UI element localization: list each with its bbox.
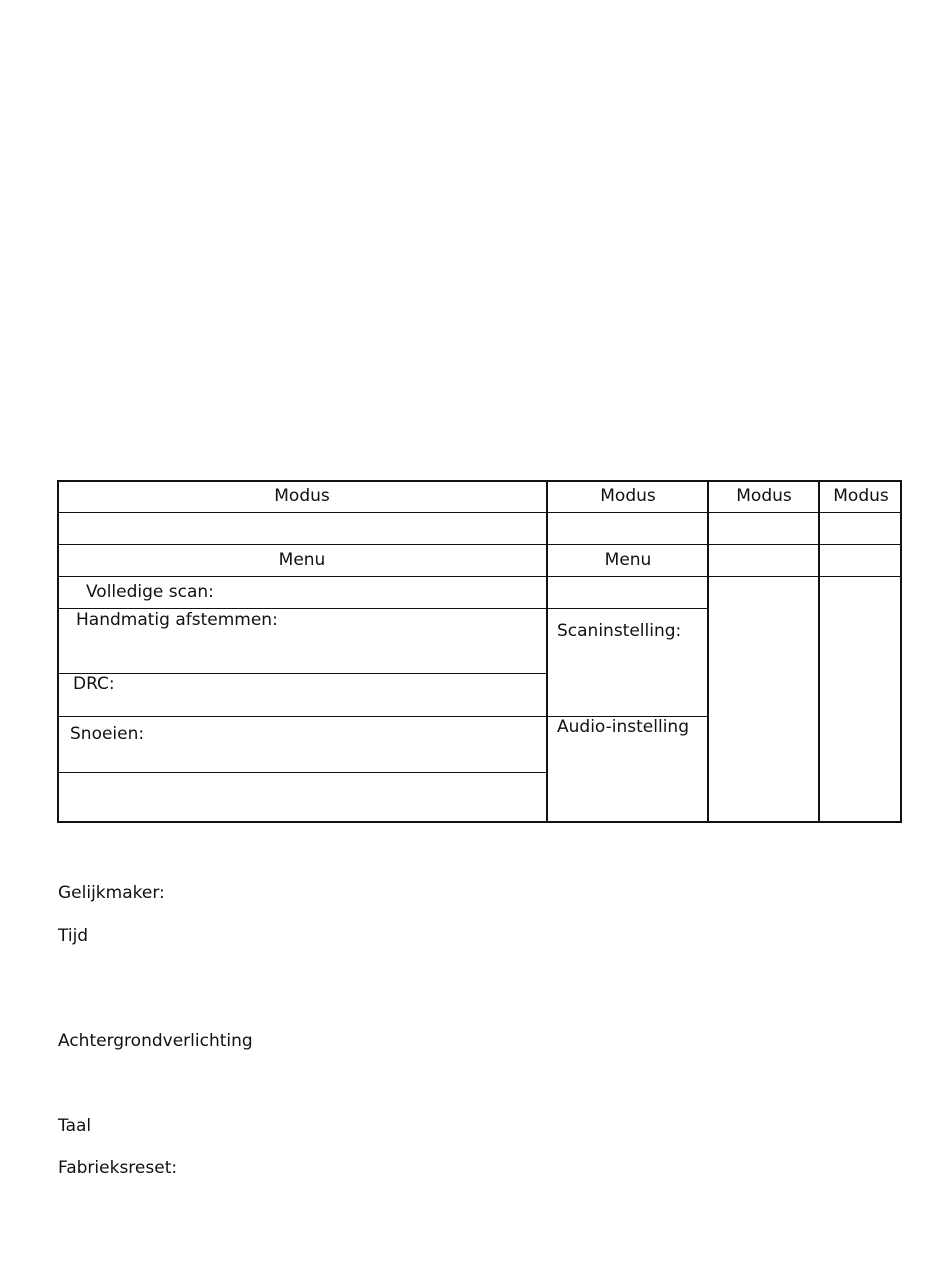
table-rule	[57, 512, 902, 513]
table-cell-drc: DRC:	[73, 674, 115, 694]
table-column-divider	[707, 480, 709, 823]
table-cell-manual-tuning: Handmatig afstemmen:	[76, 610, 278, 630]
column-header: Modus	[833, 486, 889, 506]
table-rule	[57, 673, 548, 674]
menu-label: Menu	[604, 550, 652, 570]
setting-equalizer: Gelijkmaker:	[58, 883, 165, 903]
menu-label: Menu	[278, 550, 326, 570]
setting-language: Taal	[58, 1116, 92, 1136]
table-column-divider	[818, 480, 820, 823]
setting-backlight: Achtergrondverlichting	[58, 1031, 253, 1051]
table-rule	[57, 544, 902, 545]
table-rule	[57, 576, 902, 577]
table-cell-audio-setting: Audio-instelling	[557, 717, 689, 737]
setting-time: Tijd	[58, 926, 89, 946]
setting-factory-reset: Fabrieksreset:	[58, 1158, 178, 1178]
column-header: Modus	[736, 486, 792, 506]
column-header: Modus	[274, 486, 330, 506]
column-header: Modus	[600, 486, 656, 506]
table-cell-full-scan: Volledige scan:	[86, 582, 214, 602]
table-column-divider	[546, 480, 548, 823]
table-cell-trim: Snoeien:	[70, 724, 145, 744]
table-rule	[57, 772, 548, 773]
table-cell-scan-setting: Scaninstelling:	[557, 621, 682, 641]
table-rule	[57, 608, 708, 609]
